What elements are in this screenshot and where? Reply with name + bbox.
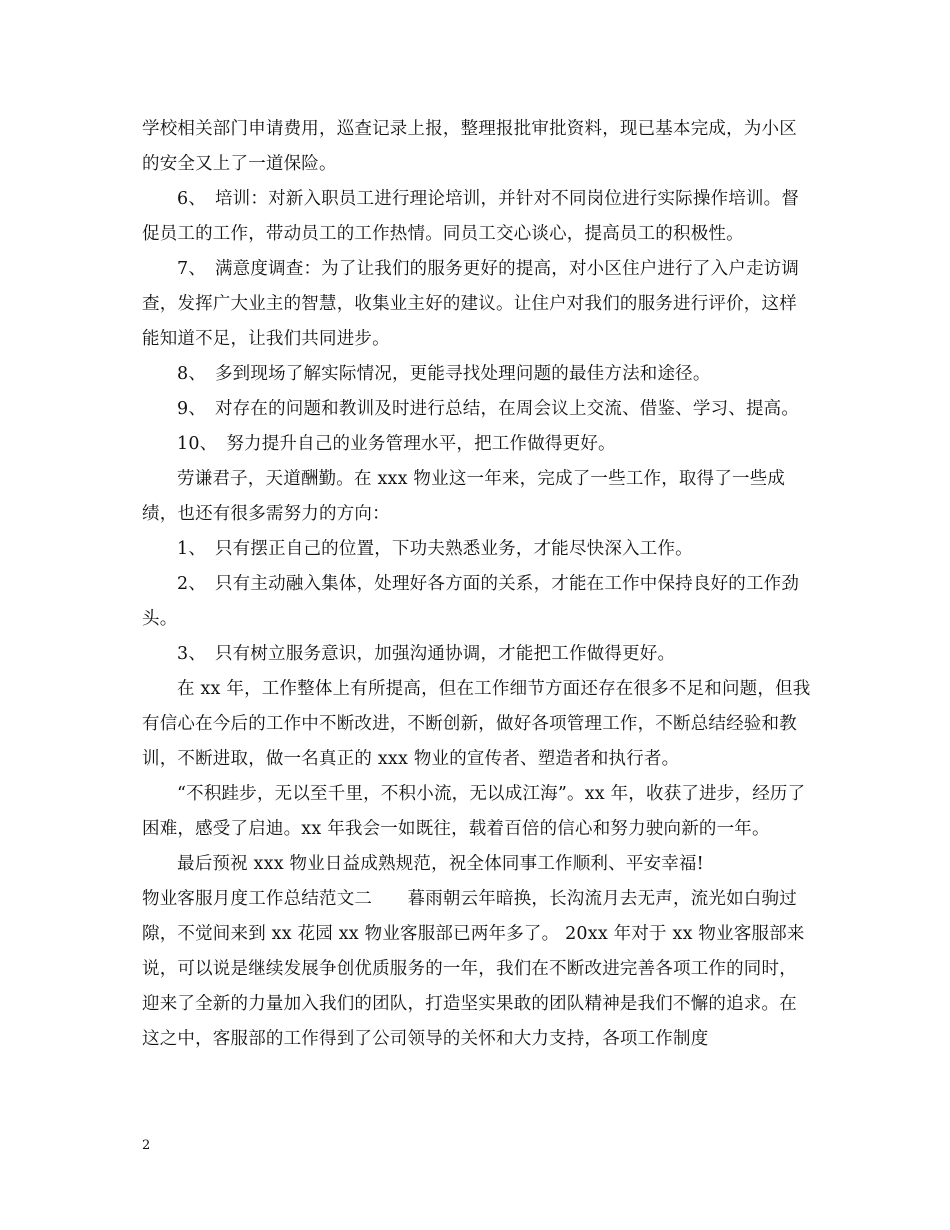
paragraph: 9、 对存在的问题和教训及时进行总结，在周会议上交流、借鉴、学习、提高。 (177, 399, 800, 419)
paragraph: 物业客服月度工作总结范文二 暮雨朝云年暗换，长沟流月去无声，流光如白驹过隙，不觉间来到 xx 花园 xx 物业客服部已两年多了。 20xx 年对于 xx 物业客服部来说，可以说是继续发展争创优质服务的一年，我们在不断改进完善各项工作的同时，迎来了全新的力量加入我们的团队，打造坚实果敢的团队精神是我们不懈的追求。在这之中，客服部的工作得到了公司领导的关怀和大力支持，各项工作制度 (142, 889, 805, 1049)
paragraph: 8、 多到现场了解实际情况，更能寻找处理问题的最佳方法和途径。 (177, 364, 711, 384)
paragraph: 1、 只有摆正自己的位置，下功夫熟悉业务，才能尽快深入工作。 (177, 539, 693, 559)
body-text (142, 112, 814, 1057)
paragraph: 学校相关部门申请费用，巡查记录上报，整理报批审批资料，现已基本完成，为小区的安全又上了一道保险。 (142, 119, 797, 174)
paragraph: 劳谦君子，天道酬勤。在 xxx 物业这一年来，完成了一些工作，取得了一些成绩，也还有很多需努力的方向： (142, 469, 786, 524)
paragraph: 10、 努力提升自己的业务管理水平，把工作做得更好。 (177, 434, 616, 454)
paragraph: 在 xx 年，工作整体上有所提高，但在工作细节方面还存在很多不足和问题，但我有信心在今后的工作中不断改进，不断创新，做好各项管理工作，不断总结经验和教训，不断进取，做一名真正的 xxx 物业的宣传者、塑造者和执行者。 (142, 679, 811, 769)
page-number: 2 (142, 1138, 151, 1153)
paragraph: 3、 只有树立服务意识，加强沟通协调，才能把工作做得更好。 (177, 644, 676, 664)
paragraph: 最后预祝 xxx 物业日益成熟规范，祝全体同事工作顺利、平安幸福! (177, 854, 704, 874)
paragraph: 2、 只有主动融入集体，处理好各方面的关系，才能在工作中保持良好的工作劲头。 (142, 574, 800, 629)
paragraph: “不积跬步，无以至千里，不积小流，无以成江海”。xx 年，收获了进步，经历了困难，感受了启迪。xx 年我会一如既往，载着百倍的信心和努力驶向新的一年。 (142, 784, 806, 839)
paragraph: 7、 满意度调查：为了让我们的服务更好的提高，对小区住户进行了入户走访调查，发挥广大业主的智慧，收集业主好的建议。让住户对我们的服务进行评价，这样能知道不足，让我们共同进步。 (142, 259, 800, 349)
paragraph: 6、 培训：对新入职员工进行理论培训，并针对不同岗位进行实际操作培训。督促员工的工作，带动员工的工作热情。同员工交心谈心，提高员工的积极性。 (142, 189, 800, 244)
